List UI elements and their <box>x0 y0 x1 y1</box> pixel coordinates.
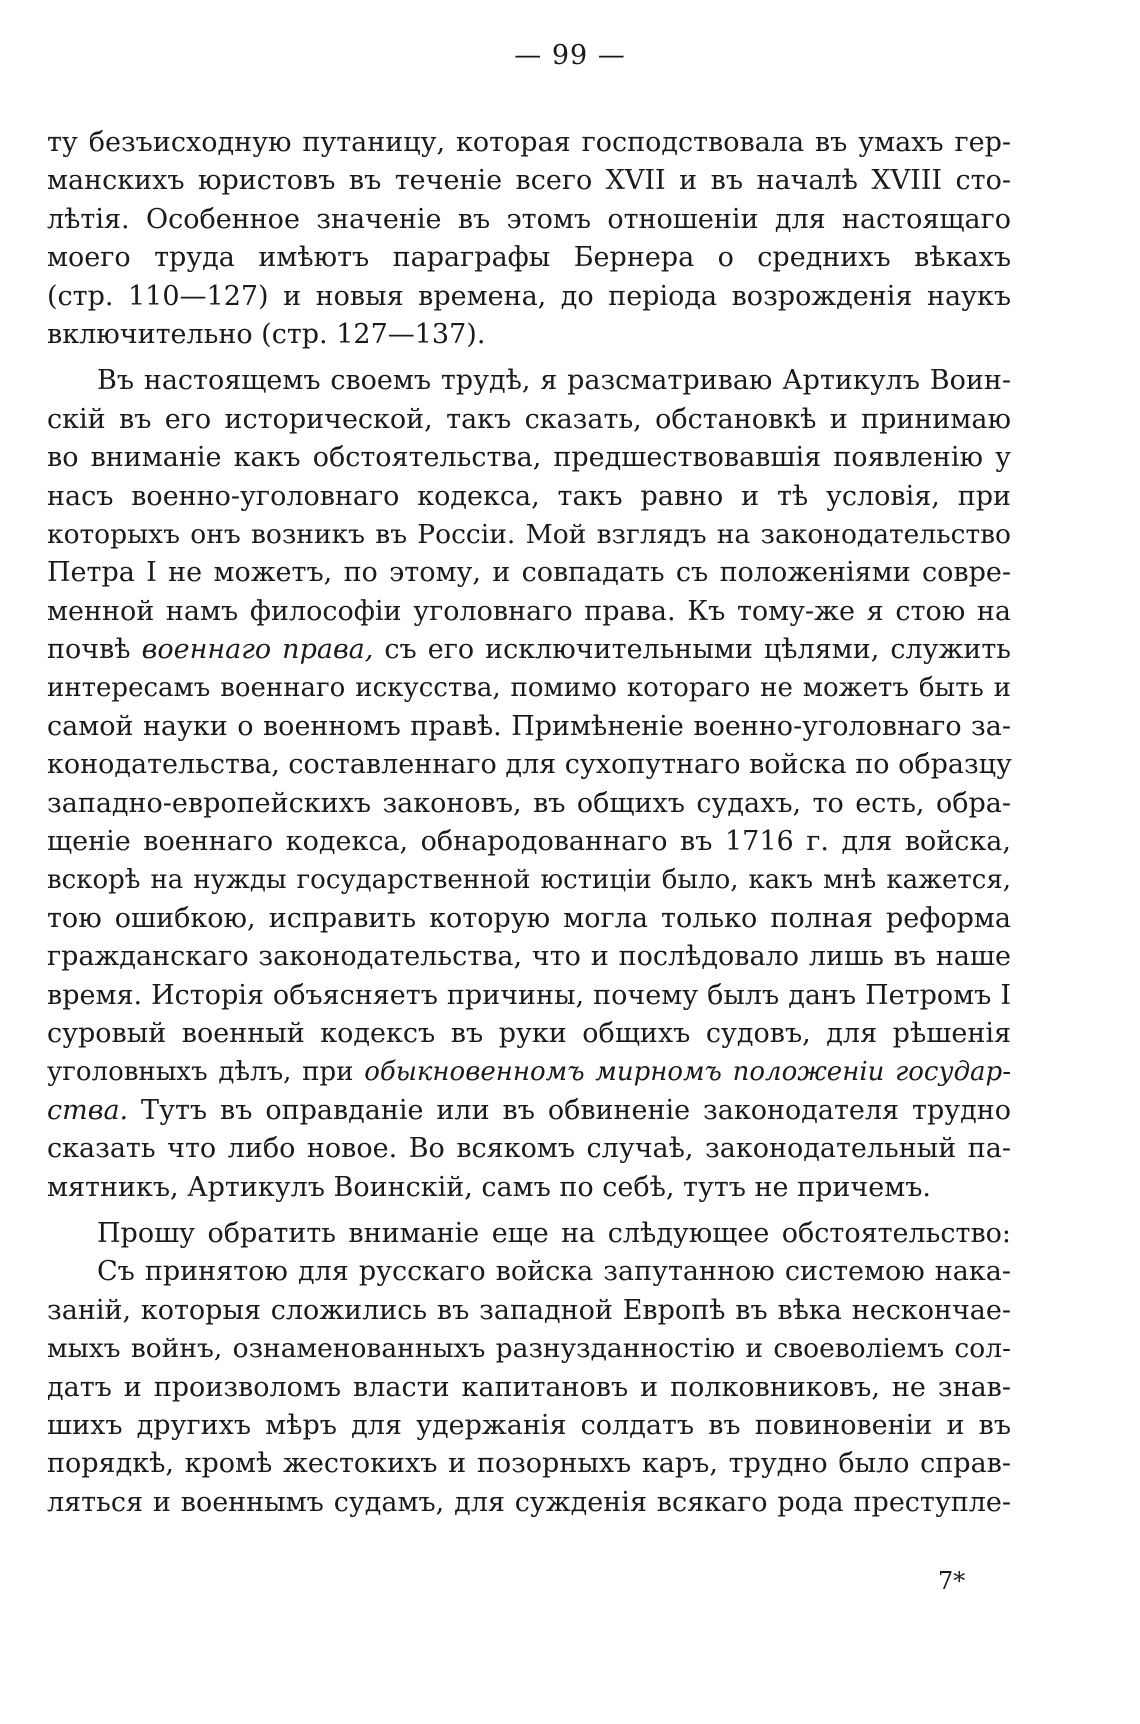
text-line: мыхъ войнъ, ознаменованныхъ разнузданностію и своеволіемъ сол- <box>47 1333 1011 1365</box>
text-line: самой науки о военномъ правѣ. Примѣненіе военно-уголовнаго за- <box>47 710 1011 742</box>
paragraph-3 <box>47 1215 1011 1522</box>
text-line: скій въ его исторической, такъ сказать, обстановкѣ и принимаю <box>47 403 1011 435</box>
text-line: ляться и военнымъ судамъ, для сужденія всякаго рода преступле- <box>47 1486 1011 1518</box>
text-line: мятникъ, Артикулъ Воинскій, самъ по себѣ, тутъ не причемъ. <box>47 1171 931 1203</box>
text-line: Въ настоящемъ своемъ трудѣ, я разсматриваю Артикулъ Воин- <box>97 365 1011 397</box>
text-line: насъ военно-уголовнаго кодекса, такъ равно и тѣ условія, при <box>47 480 1011 512</box>
text-line: западно-европейскихъ законовъ, въ общихъ судахъ, то есть, обра- <box>47 787 1011 819</box>
text-segment: почвѣ <box>47 634 142 666</box>
text-line: интересамъ военнаго искусства, помимо котораго не можетъ быть и <box>47 673 1011 704</box>
italic-phrase: ства. <box>47 1094 129 1126</box>
text-line: порядкѣ, кромѣ жестокихъ и позорныхъ каръ, трудно было справ- <box>47 1448 1011 1480</box>
paragraph-1 <box>47 124 1011 354</box>
text-line: суровый военный кодексъ въ руки общихъ судовъ, для рѣшенія <box>47 1017 1011 1049</box>
text-line <box>47 1053 1011 1091</box>
text-line: конодательства, составленнаго для сухопутнаго войска по образцу <box>47 749 1012 781</box>
text-line: тою ошибкою, исправить которую могла только полная реформа <box>47 902 1011 934</box>
text-line: гражданскаго законодательства, что и послѣдовало лишь въ наше <box>47 941 1011 973</box>
text-line: сказать что либо новое. Во всякомъ случаѣ, законодательный па- <box>47 1133 1011 1165</box>
page-body <box>47 124 1011 1522</box>
text-line: заній, которыя сложились въ западной Европѣ въ вѣка нескончае- <box>47 1294 1011 1326</box>
italic-phrase: военнаго права, <box>141 634 374 666</box>
text-line: моего труда имѣютъ параграфы Бернера о среднихъ вѣкахъ <box>47 242 1011 274</box>
text-line: лѣтія. Особенное значеніе въ этомъ отношеніи для настоящаго <box>47 203 1011 235</box>
text-line: включительно (стр. 127—137). <box>47 318 486 350</box>
text-line: менной намъ философіи уголовнаго права. Къ тому-же я стою на <box>47 595 1011 627</box>
text-line: Съ принятою для русскаго войска запутанною системою нака- <box>97 1256 1011 1288</box>
text-line: шихъ другихъ мѣръ для удержанія солдатъ въ повиновеніи и въ <box>47 1409 1011 1441</box>
text-line: датъ и произволомъ власти капитановъ и полковниковъ, не знав- <box>47 1371 1011 1403</box>
text-line: щеніе военнаго кодекса, обнародованнаго въ 1716 г. для войска, <box>47 826 1011 858</box>
text-line: Прошу обратить вниманіе еще на слѣдующее обстоятельство: <box>97 1217 1011 1249</box>
text-line: ту безъисходную путаницу, которая господствовала въ умахъ гер- <box>47 127 1011 158</box>
text-segment: уголовныхъ дѣлъ, при <box>47 1057 365 1088</box>
italic-phrase: обыкновенномъ мирномъ положеніи государ- <box>364 1057 1011 1088</box>
text-line: во вниманіе какъ обстоятельства, предшествовавшія появленію у <box>47 442 1011 474</box>
text-line <box>47 1092 1011 1130</box>
signature-mark: 7* <box>938 1567 966 1595</box>
text-line: (стр. 110—127) и новыя времена, до періода возрожденія наукъ <box>47 280 1011 312</box>
text-segment: съ его исключительными цѣлями, служить <box>373 634 1011 666</box>
text-line <box>47 631 1011 669</box>
text-segment: Тутъ въ оправданіе или въ обвиненіе законодателя трудно <box>128 1094 1011 1126</box>
text-line: манскихъ юристовъ въ теченіе всего XVII и въ началѣ XVIII сто- <box>47 165 1011 197</box>
text-line: которыхъ онъ возникъ въ Россіи. Мой взглядъ на законодательство <box>47 518 1011 550</box>
paragraph-2 <box>47 362 1011 1207</box>
text-line: вскорѣ на нужды государственной юстиціи было, какъ мнѣ кажется, <box>47 865 1011 896</box>
page-number-header: — 99 — <box>514 40 626 71</box>
text-line: время. Исторія объясняетъ причины, почему былъ данъ Петромъ I <box>47 979 1011 1011</box>
text-line: Петра I не можетъ, по этому, и совпадать съ положеніями совре- <box>47 557 1011 589</box>
